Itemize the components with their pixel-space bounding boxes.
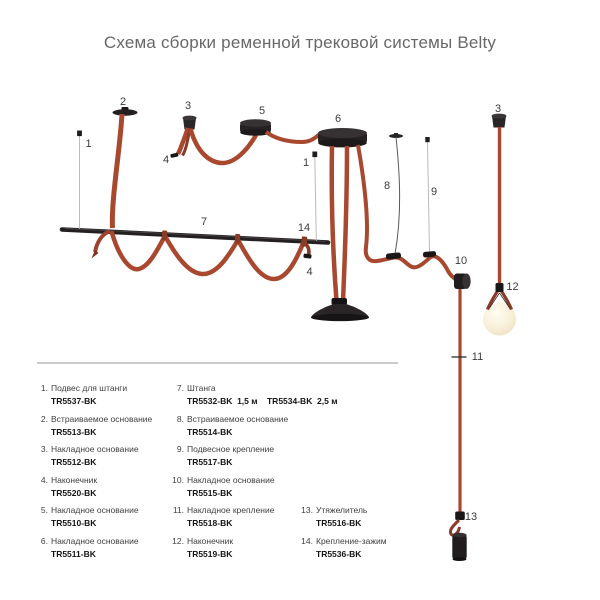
part-item-article: TR5513-BK bbox=[51, 426, 97, 437]
part-item-article: TR5510-BK bbox=[51, 518, 97, 528]
recessed-base-8 bbox=[383, 133, 403, 260]
part-item-name: Накладное основание bbox=[187, 474, 275, 485]
part-item-article: TR5519-BK bbox=[187, 548, 233, 559]
part-item-number: 8. bbox=[176, 413, 184, 424]
part-item-name: Накладное основание bbox=[51, 505, 139, 515]
part-number-label: 12 bbox=[506, 281, 519, 293]
list-divider bbox=[37, 362, 398, 364]
page-title: Схема сборки ременной трековой системы Belty bbox=[103, 33, 497, 52]
part-item-number: 4. bbox=[40, 474, 48, 485]
part-item bbox=[297, 536, 387, 559]
part-item-number: 5. bbox=[40, 505, 48, 515]
part-item-number: 9. bbox=[176, 444, 184, 454]
part-item-article: TR5515-BK bbox=[187, 487, 233, 498]
part-number-label: 8 bbox=[383, 180, 391, 192]
part-item-number: 12. bbox=[172, 535, 184, 546]
part-item-name: Крепление-зажим bbox=[316, 535, 387, 546]
surface-base-10 bbox=[452, 274, 471, 514]
part-item-name: Подвесное крепление bbox=[187, 444, 275, 454]
part-item bbox=[32, 444, 139, 467]
part-item-name: Накладное основание bbox=[51, 535, 139, 546]
part-number-label: 14 bbox=[297, 221, 311, 234]
part-number-label: 3 bbox=[184, 100, 192, 112]
part-item-number: 11. bbox=[172, 505, 184, 515]
part-item-name: Накладное основание bbox=[51, 444, 139, 454]
rod-suspension-left bbox=[77, 131, 82, 230]
part-item bbox=[168, 475, 275, 498]
part-number-label: 2 bbox=[119, 95, 127, 108]
part-item-number: 10. bbox=[172, 474, 184, 485]
part-item bbox=[168, 414, 288, 437]
part-item-number: 1. bbox=[40, 383, 48, 393]
cone-shade bbox=[311, 298, 369, 321]
part-item bbox=[168, 536, 233, 559]
part-item-name: Наконечник bbox=[51, 474, 98, 485]
part-item-name: Накладное крепление bbox=[187, 505, 275, 515]
part-number-label: 10 bbox=[454, 255, 468, 267]
part-item bbox=[32, 475, 97, 498]
part-item bbox=[297, 505, 367, 528]
part-item-article: TR5518-BK bbox=[187, 518, 233, 528]
rod-suspension-right bbox=[312, 152, 317, 242]
part-item-number: 14. bbox=[301, 535, 313, 546]
canopy-6 bbox=[318, 128, 458, 301]
part-item-number: 6. bbox=[40, 535, 48, 546]
part-item bbox=[32, 536, 139, 559]
part-number-label: 1 bbox=[85, 137, 92, 150]
part-item-article: TR5536-BK bbox=[316, 548, 362, 559]
canopy-disc-2 bbox=[112, 107, 137, 228]
part-item bbox=[168, 444, 274, 467]
globe-pendant bbox=[483, 114, 519, 336]
part-item-article: TR5511-BK bbox=[51, 548, 96, 559]
part-item bbox=[168, 383, 338, 406]
part-item-name: Наконечник bbox=[187, 535, 234, 546]
part-item-article: TR5512-BK bbox=[51, 457, 97, 467]
part-item-article: TR5514-BK bbox=[187, 426, 233, 437]
part-item-name: Утяжелитель bbox=[316, 505, 368, 515]
part-number-label: 5 bbox=[258, 105, 266, 117]
part-item-number: 2. bbox=[40, 413, 48, 424]
part-item-number: 3. bbox=[40, 444, 48, 454]
part-item-number: 13. bbox=[301, 505, 313, 515]
part-item-article: TR5537-BK bbox=[51, 396, 97, 406]
part-number-label: 1 bbox=[302, 157, 310, 169]
part-number-label: 7 bbox=[200, 216, 208, 228]
part-item-name: Подвес для штанги bbox=[51, 383, 128, 393]
part-item-article: TR5517-BK bbox=[187, 457, 233, 467]
part-number-label: 4 bbox=[306, 266, 313, 278]
part-number-label: 9 bbox=[430, 186, 438, 198]
part-item-article: TR5516-BK bbox=[316, 518, 362, 528]
part-number-label: 6 bbox=[334, 112, 342, 125]
part-item-article: TR5520-BK bbox=[51, 487, 97, 498]
part-item-number: 7. bbox=[176, 383, 184, 393]
part-item bbox=[32, 383, 127, 406]
part-item-article: TR5532-BK 1,5 м TR5534-BK 2,5 м bbox=[187, 396, 338, 406]
part-number-label: 4 bbox=[162, 154, 170, 166]
part-item bbox=[32, 505, 139, 528]
part-item bbox=[168, 505, 274, 528]
part-item-name: Встраиваемое основание bbox=[51, 413, 153, 424]
part-item bbox=[32, 414, 152, 437]
part-number-label: 13 bbox=[464, 511, 478, 523]
part-item-name: Встраиваемое основание bbox=[187, 413, 289, 424]
part-number-label: 3 bbox=[494, 102, 502, 115]
part-number-label: 11 bbox=[471, 351, 484, 363]
part-item-name: Штанга bbox=[187, 383, 216, 393]
